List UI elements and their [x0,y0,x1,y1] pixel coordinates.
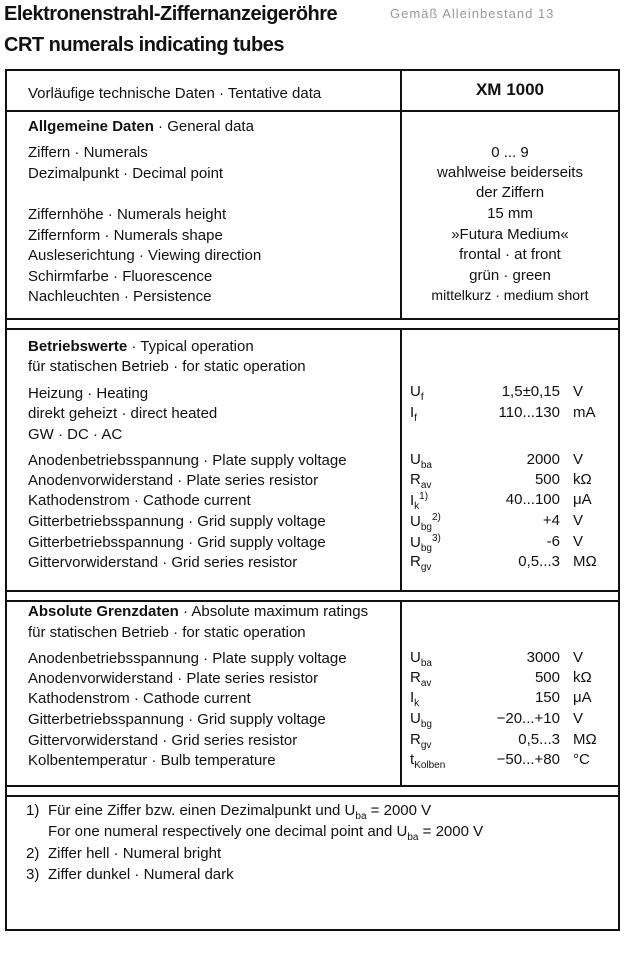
absolute-unit-3: V [573,710,584,727]
absolute-label-1: Anodenvorwiderstand · Plate series resistor [28,670,319,687]
absolute-symbol-3: $U_{bg}$ [410,710,432,730]
section-rule-2 [5,590,620,592]
heating-voltage-value: 1,5±0,15 [501,383,560,400]
typical-symbol-5: $U_{bg}^{2)}$ [410,512,441,533]
general-label-0: Ziffern · Numerals [28,144,148,161]
absolute-symbol-1: $R_{av}$ [410,669,432,689]
typical-subheading: für statischen Betrieb · for static operation [28,358,306,375]
absolute-value-3: −20...+10 [496,710,560,727]
general-label-5: Ausleserichtung · Viewing direction [28,247,262,264]
absolute-value-1: 500 [534,669,560,686]
model-number: XM 1000 [475,80,545,99]
typical-label-6: Gitterbetriebsspannung · Grid supply voltage [28,534,326,551]
typical-label-3: Anodenvorwiderstand · Plate series resistor [28,472,319,489]
absolute-heading-de: Absolute Grenzdaten [28,603,179,620]
typical-value-3: 500 [534,471,560,488]
general-value-4: »Futura Medium« [451,226,569,243]
heating-voltage-unit: V [573,383,584,400]
gw-dc-ac-label: GW · DC · AC [28,426,123,443]
typical-symbol-2: $U_{ba}$ [410,451,432,471]
absolute-value-4: 0,5...3 [518,731,560,748]
general-label-1: Dezimalpunkt · Decimal point [28,165,224,182]
absolute-symbol-5: $t_{Kolben}$ [410,751,446,771]
footnote-2: Ziffer hell · Numeral bright [48,845,222,862]
typical-value-6: -6 [546,533,560,550]
typical-unit-6: V [573,533,584,550]
general-heading-de: Allgemeine Daten [28,118,154,135]
footnote-mark-2: 2) [26,845,40,862]
footnote-mark-1: 1) [26,802,40,819]
typical-label-4: Kathodenstrom · Cathode current [28,492,251,509]
heating-voltage-symbol: $U_f$ [410,383,424,403]
typical-value-7: 0,5...3 [518,553,560,570]
section-rule-3b [5,795,620,797]
absolute-unit-2: μA [573,689,592,706]
absolute-value-2: 150 [534,689,560,706]
absolute-heading-en: · Absolute maximum ratings [178,603,369,620]
general-label-6: Schirmfarbe · Fluorescence [28,268,213,285]
typical-heading-en: · Typical operation [127,338,254,355]
absolute-symbol-2: $I_k$ [410,689,420,709]
typical-heading-de: Betriebswerte [28,338,128,355]
absolute-unit-1: kΩ [573,669,592,686]
stamp-mark: Gemäß Alleinbestand 13 [390,6,555,21]
column-divider-3 [400,600,402,785]
typical-value-4: 40...100 [505,491,560,508]
absolute-value-5: −50...+80 [496,751,560,768]
footnote-1-en: For one numeral respectively one decimal point and $U_{ba} = 2000$ V [48,823,484,843]
title-german: Elektronenstrahl-Ziffernanzeigeröhre [4,3,338,25]
footnote-1-de: Für eine Ziffer bzw. einen Dezimalpunkt und $U_{ba} = 2000$ V [48,802,432,822]
typical-unit-5: V [573,512,584,529]
typical-unit-4: μA [573,491,592,508]
typical-symbol-3: $R_{av}$ [410,471,432,491]
section-rule-3 [5,785,620,787]
general-value-7: mittelkurz · medium short [431,287,589,303]
heating-current-symbol: $I_f$ [410,404,417,424]
footnote-mark-3: 3) [26,866,40,883]
absolute-label-0: Anodenbetriebsspannung · Plate supply voltage [28,650,347,667]
absolute-heading [28,603,368,620]
heating-current-value: 110...130 [498,404,560,421]
direct-heated-label: direkt geheizt · direct heated [28,405,218,422]
section-rule-1 [5,318,620,320]
typical-heading [28,338,254,355]
section-rule-2b [5,600,620,602]
absolute-label-4: Gittervorwiderstand · Grid series resistor [28,732,298,749]
heating-label: Heizung · Heating [28,385,149,402]
general-value-2: der Ziffern [475,184,545,201]
absolute-unit-5: °C [573,751,590,768]
typical-unit-7: MΩ [573,553,597,570]
absolute-subheading: für statischen Betrieb · for static operation [28,624,306,641]
general-label-7: Nachleuchten · Persistence [28,288,212,305]
tentative-data-label: Vorläufige technische Daten · Tentative data [28,85,322,102]
typical-value-5: +4 [542,512,560,529]
absolute-value-0: 3000 [526,649,560,666]
column-divider-1 [400,71,402,318]
typical-unit-3: kΩ [573,471,592,488]
general-value-6: grün · green [469,267,551,284]
typical-symbol-6: $U_{bg}^{3)}$ [410,533,441,554]
column-divider-2 [400,330,402,590]
general-value-1: wahlweise beiderseits [437,164,583,181]
absolute-symbol-4: $R_{gv}$ [410,731,432,751]
absolute-label-2: Kathodenstrom · Cathode current [28,690,251,707]
general-value-3: 15 mm [487,205,533,222]
typical-value-2: 2000 [526,451,560,468]
general-heading [28,118,254,135]
typical-symbol-4: $I_k^{1)}$ [410,491,429,512]
header-rule [5,110,620,112]
typical-symbol-7: $R_{gv}$ [410,553,432,573]
general-value-5: frontal · at front [459,246,561,263]
general-value-0: 0 ... 9 [491,144,529,161]
typical-label-5: Gitterbetriebsspannung · Grid supply voltage [28,513,326,530]
typical-label-7: Gittervorwiderstand · Grid series resistor [28,554,298,571]
typical-label-2: Anodenbetriebsspannung · Plate supply voltage [28,452,347,469]
footnote-3: Ziffer dunkel · Numeral dark [48,866,234,883]
general-label-3: Ziffernhöhe · Numerals height [28,206,227,223]
section-rule-1b [5,328,620,330]
typical-unit-2: V [573,451,584,468]
absolute-unit-4: MΩ [573,731,597,748]
heating-current-unit: mA [573,404,596,421]
general-label-4: Ziffernform · Numerals shape [28,227,223,244]
absolute-symbol-0: $U_{ba}$ [410,649,432,669]
absolute-unit-0: V [573,649,584,666]
absolute-label-5: Kolbentemperatur · Bulb temperature [28,752,276,769]
general-heading-en: · General data [153,118,254,135]
title-english: CRT numerals indicating tubes [4,34,284,56]
absolute-label-3: Gitterbetriebsspannung · Grid supply voltage [28,711,326,728]
